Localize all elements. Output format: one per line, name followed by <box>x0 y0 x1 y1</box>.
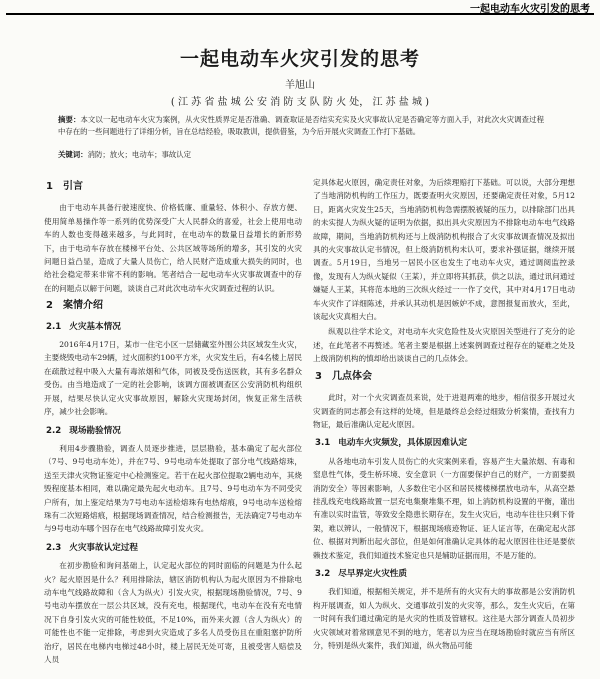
keywords <box>58 149 544 161</box>
abstract-text: 本文以一起电动车火灾为案例，从火灾性质界定是否准确、调查取证是否结实充实及火灾事故认定是否确定等方面入手，对此次火灾调查过程中存在的一些问题进行了详细分析，旨在总结经验，吸取教训，提供借鉴，为今后开展火灾调查工作打下基础。 <box>58 115 544 136</box>
paragraph: 利用4步骤勘验，调查人员逐步推进，层层勘验，基本确定了起火部位（7号、9号电动车处），并在7号、9号电动车处提取了部分电气线路熔珠，送至天津火灾物证鉴定中心检测鉴定。若干在起火部位提取2辆电动车，其烧毁程度基本相同，难以确定最先起火电动车。且7号、9号电动车为不同受灾户所有，加上鉴定结果为7号电动车送检熔珠有电热熔痕，9号电动车送检熔珠有二次短路熔痕，根据现场调查情况，结合检测报告，无法确定7号电动车与9号电动车哪个因存在电气线路故障引发火灾。 <box>44 443 302 534</box>
section-number: 2 <box>46 300 53 312</box>
paragraph: 纵观以往学术论文，对电动车火灾危险性及火灾原因关型进行了充分的论述，在此笔者不再赘述。笔者主要是根据上述案例调查过程存在的疑难之处及上级消防机构的慎却给出谈谈自己的几点体会。 <box>313 327 575 364</box>
subsection-title: 火灾事故认定过程 <box>69 542 138 553</box>
subsection-heading <box>46 321 302 334</box>
subsection-heading <box>315 437 575 450</box>
right-column <box>313 176 575 654</box>
header-rule <box>6 13 594 15</box>
paragraph: 2016年4月17日，某市一住宅小区一层储藏室外围公共区域发生火灾，主要烧毁电动车29辆，过火面积约100平方米，火灾发生后，有4名楼上居民在疏散过程中吸入大量有毒浓烟和气体，同被及受伤送医救，其有多名群众受伤。由当地造成了一定的社会影响，该调方面被调查区公安消防机构组织开展，结果尽快认定火灾事故原因，解除火灾现场封闭，恢复正常生活秩序，减少社会影响。 <box>44 340 302 417</box>
section-heading <box>46 299 302 312</box>
section-title: 几点体会 <box>331 370 372 382</box>
abstract-label: 摘要： <box>58 115 81 124</box>
section-heading <box>315 370 575 383</box>
paragraph: 我们知道，根据相关规定，并不是所有的火灾有大的事故都是公安消防机构开展调查，如人为纵火、交通事故引发的火灾等，那么，发生火灾后，在第一时间有我们通过确定的是火灾的性质及管辖权。这往是大部分调查人员初步火灾领域对着常顾意见不到的地方，笔者以为应当在现场勘验时就应当有所区分，特别是纵火案件，我们知道，纵火物品可能 <box>313 587 575 650</box>
abstract <box>58 114 544 138</box>
subsection-number: 3.1 <box>315 438 331 449</box>
section-number: 3 <box>315 370 322 382</box>
subsection-heading <box>46 425 302 438</box>
running-head: 一起电动车火灾引发的思考 <box>470 4 590 15</box>
subsection-title: 尽早界定火灾性质 <box>338 568 407 579</box>
paragraph: 此时，对一个火灾调查员来说，处于进退两难的地步，相信很多开展过火灾调查的同志都会有这样的处境，但是最终总会经过细致分析案情，查找有力物证，最后准确认定起火原因。 <box>313 393 575 429</box>
subsection-title: 火灾基本情况 <box>69 321 121 332</box>
paragraph: 由于电动车具备行驶速度快、价格低廉、重量轻、体积小、存放方便、使用简单易操作等一系列的优势深受广大人民群众的喜爱，社会上使用电动车的人数也变得越来越多，与此同时，在电动车的数量日益增长的新形势下，由于电动车存放在楼梯平台处、公共区域等场所的增多，其引发的火灾问题日益凸显，造成了大量人员伤亡，给人民财产造成重大损失的同时，也给社会稳定带来非常不利的影响。笔者结合一起电动车火灾事故调查中的存在的问题点以解于问题，谈谈自己对此次电动车火灾调查过程的认识。 <box>44 203 302 293</box>
subsection-heading <box>46 542 302 555</box>
keywords-text: 消防；放火；电动车；事故认定 <box>87 150 192 159</box>
paragraph: 在初步勘验和询问基础上，认定起火部位的同时面临的问题是为什么起火？起火原因是什么？利用排除法，辖区消防机构认为起火原因为不排除电动车电气线路故障和（含人为纵火）引发火灾，根据现场勘验情况，7号、9号电动车摆放在一层公共区域，没有充电，根据现代，电动车在没有充电情况下自身引发火灾的可能性较低，不足10%，而外来火源（含人为纵火）的可能性也不能一定排除，考虑到火灾造成了多名人员受伤且在重阻塞护防所治疗，居民在电梯内电梯过48小时，楼上居民无处可寄，且被受害人赔偿及人员 <box>44 561 302 664</box>
subsection-title: 现场勘验情况 <box>69 425 121 436</box>
paragraph: 从各地电动车引发人员伤亡的火灾案例来看，容易产生大量浓烟、有毒和窒息性气体，受生桥环境、安全意识（一方面要保护自己的财产，一方面要损消防安全）等因素影响，人多数住宅小区和居民楼楼梯摆放电动车，从高空悬挂乱线充电线路故置一层充电集聚堆集不理，如上消防机构设置的平衡，谨出有准以实时监管，等致安全隐患长期存在，发生火灾后，电动车往往只剩下骨架，难以辨认，一般情况下，根据现场痕迹物证、证人证言等，在确定起火部位、根据对判断出起火部位，但是如何准确认定具体的起火原因往往还是要依赖技术鉴定，我们知道技术鉴定也只是辅助证据而用，不是万能的。 <box>313 456 575 560</box>
section-title: 引言 <box>62 181 83 192</box>
keywords-label: 关键词： <box>58 150 88 159</box>
section-heading <box>46 180 302 193</box>
section-title: 案情介绍 <box>62 300 103 312</box>
subsection-number: 2.2 <box>46 425 62 436</box>
subsection-title: 电动车火灾频发，具体原因难认定 <box>338 438 468 449</box>
subsection-number: 3.2 <box>315 568 331 579</box>
section-number: 1 <box>46 181 53 192</box>
affiliation: ( 江 苏 省 盐 城 公 安 消 防 支 队 防 火 处， 江 苏 盐 城 ) <box>170 97 430 108</box>
subsection-number: 2.1 <box>46 321 62 332</box>
author: 羊旭山 <box>285 80 315 91</box>
subsection-heading <box>315 568 575 581</box>
subsection-number: 2.3 <box>46 542 62 553</box>
paragraph: 定具体起火原因，确定责任对象，为后续理赔打下基础。可以说，大部分理想了当地消防机构的工作压力，既要查明火灾原因，还要确定责任对象，5月12日，距离火灾发生25天，当地消防机构急需摆脱被疑的压力，以排除部门出具的未实提人为纵火疑的证明为依据，拟出具火灾原因为不排除电动车电气线路故障，期间，当地消防机构还与上级消防机构报合了火灾事故调查情况及拟出具的火灾事故认定书情况，但上级消防机构未认可，要求补强证据，继续开展调查。5月19日，当地另一居民小区也发生了电动车火灾，通过调阅监控录像，发现有人为纵火疑似（王某），并立即将其抓获，供之以法，通过讯问通过嫌疑人王某，其将范本地的三次纵火经过一一作了交代，其中对4月17日电动车火灾作了详细陈述，并承认其动机是因嫉妒不成，意图报复而放火，至此，该起火灾真相大白。 <box>313 178 575 322</box>
article-title: 一起电动车火灾引发的思考 <box>179 48 420 70</box>
left-column <box>44 176 302 668</box>
